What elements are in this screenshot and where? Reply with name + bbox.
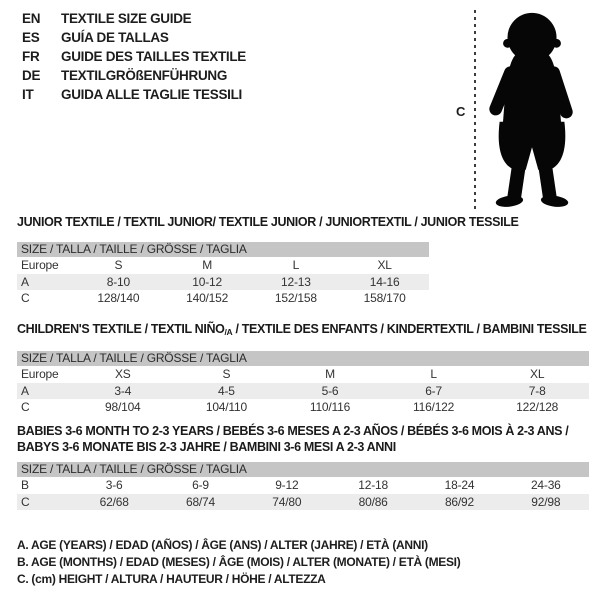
table-row-sizes [17,366,589,383]
age-cell: 6-9 [192,478,209,493]
footnote-b: B. AGE (MONTHS) / EDAD (MESES) / ÂGE (MOIS) / ALTER (MONATE) / ETÀ (MESI) [17,555,461,569]
babies-section-title-line1: BABIES 3-6 MONTH TO 2-3 YEARS / BEBÉS 3-6 MESES A 2-3 AÑOS / BÉBÉS 3-6 MOIS À 2-3 ANS / [17,424,569,438]
age-cell: 24-36 [530,478,561,493]
size-header-bar: SIZE / TALLA / TAILLE / GRÖSSE / TAGLIA [17,242,429,257]
height-cell: 74/80 [272,494,302,509]
height-cell: 122/128 [516,400,559,415]
language-row-en [22,9,246,28]
children-title-pre: CHILDREN'S TEXTILE / TEXTIL NIÑO [17,322,225,336]
language-code: DE [22,68,41,83]
baby-height-figure [452,6,597,216]
age-cell: 7-8 [528,383,546,398]
height-dotted-line [474,10,476,212]
footnote-legend [17,537,460,588]
row-label-europe: Europe [21,367,59,382]
height-measure-label: C [456,104,466,119]
row-label-b: B [21,478,29,493]
age-cell: 18-24 [444,478,475,493]
children-section-title [17,322,587,337]
height-cell: 140/152 [186,291,229,306]
row-label-a: A [21,383,29,398]
age-cell: 10-12 [192,274,222,289]
children-title-post: / TEXTILE DES ENFANTS / KINDERTEXTIL / BAMBINI TESSILE [232,322,587,336]
language-code: FR [22,49,40,64]
size-cell: S [114,258,123,273]
size-header-bar: SIZE / TALLA / TAILLE / GRÖSSE / TAGLIA [17,351,589,366]
language-row-es [22,28,246,47]
size-cell: S [222,367,231,382]
height-cell: 158/170 [363,291,406,306]
age-cell: 3-4 [114,383,132,398]
height-cell: 92/98 [531,494,561,509]
row-label-c: C [21,291,30,306]
babies-section-title-line2: BABYS 3-6 MONATE BIS 2-3 JAHRE / BAMBINI 3-6 MESI A 2-3 ANNI [17,440,396,454]
size-cell: XS [114,367,131,382]
language-label: GUÍA DE TALLAS [61,30,169,45]
language-code: EN [22,11,41,26]
table-row-sizes [17,257,429,274]
table-row-age-months [17,477,589,494]
age-cell: 4-5 [218,383,235,398]
language-list [22,9,246,104]
height-cell: 152/158 [274,291,317,306]
height-cell: 80/86 [358,494,388,509]
table-row-height [17,290,429,307]
age-cell: 12-18 [358,478,388,493]
height-cell: 128/140 [97,291,140,306]
language-row-de [22,66,246,85]
row-label-europe: Europe [21,258,59,273]
height-cell: 68/74 [185,494,215,509]
height-cell: 104/110 [205,400,247,415]
junior-section-title: JUNIOR TEXTILE / TEXTIL JUNIOR/ TEXTILE JUNIOR / JUNIORTEXTIL / JUNIOR TESSILE [17,215,519,229]
age-cell: 8-10 [106,274,130,289]
height-cell: 98/104 [105,400,141,415]
junior-size-table [17,242,429,307]
children-size-table [17,351,589,416]
table-row-height [17,494,589,511]
size-cell: XL [530,367,545,382]
height-cell: 86/92 [444,494,474,509]
size-cell: XL [377,258,392,273]
language-code: ES [22,30,40,45]
table-row-height [17,399,589,416]
row-label-c: C [21,494,30,509]
size-cell: M [202,258,213,273]
language-row-fr [22,47,246,66]
row-label-a: A [21,274,29,289]
age-cell: 14-16 [369,274,400,289]
size-cell: L [292,258,300,273]
footnote-a: A. AGE (YEARS) / EDAD (AÑOS) / ÂGE (ANS) / ALTER (JAHRE) / ETÀ (ANNI) [17,538,428,552]
footnote-c: C. (cm) HEIGHT / ALTURA / HAUTEUR / HÖHE / ALTEZZA [17,572,326,586]
table-row-age [17,274,429,291]
age-cell: 12-13 [281,274,311,289]
age-cell: 6-7 [425,383,442,398]
table-row-age [17,383,589,400]
baby-silhouette-icon [482,8,582,214]
language-label: GUIDE DES TAILLES TEXTILE [61,49,247,64]
height-cell: 110/116 [309,400,351,415]
size-cell: L [430,367,437,382]
size-header-bar: SIZE / TALLA / TAILLE / GRÖSSE / TAGLIA [17,462,589,477]
language-label: TEXTILE SIZE GUIDE [61,11,192,26]
height-cell: 116/122 [413,400,455,415]
age-cell: 5-6 [321,383,339,398]
age-cell: 3-6 [105,478,123,493]
language-row-it [22,85,246,104]
height-cell: 62/68 [99,494,129,509]
language-code: IT [22,87,34,102]
age-cell: 9-12 [275,478,299,493]
language-label: GUIDA ALLE TAGLIE TESSILI [61,87,242,102]
row-label-c: C [21,400,30,415]
size-cell: M [325,367,335,382]
babies-size-table [17,462,589,510]
children-title-sub: /A [224,327,233,337]
language-label: TEXTILGRÖßENFÜHRUNG [61,68,228,83]
